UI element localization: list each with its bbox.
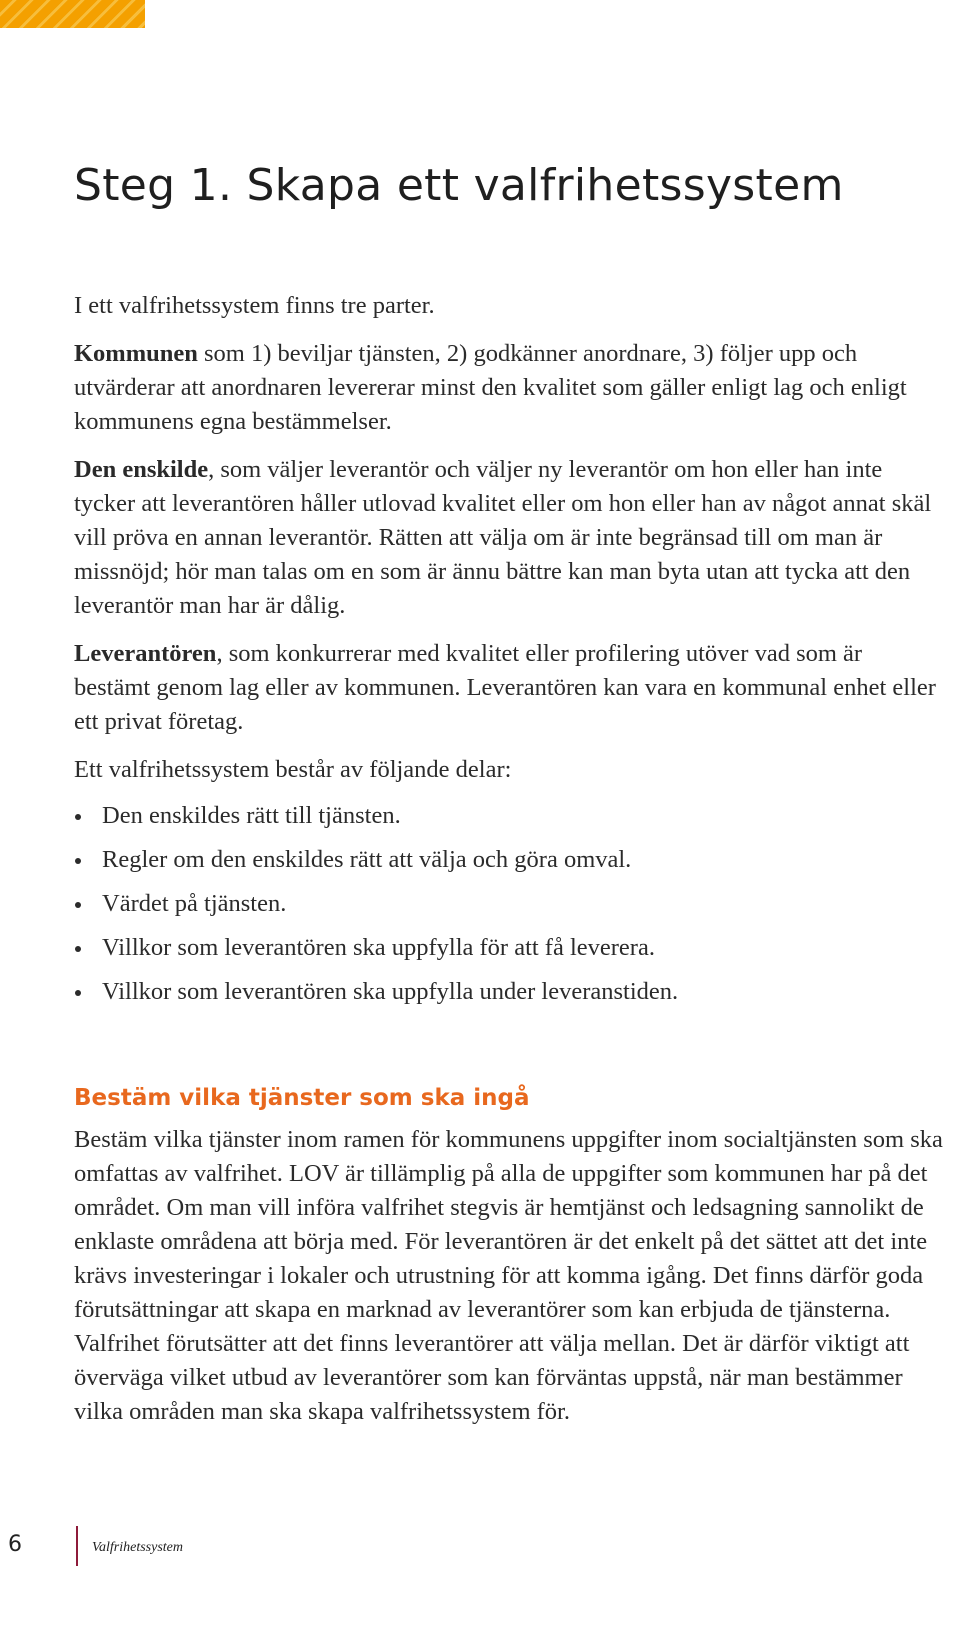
list-item-text: Villkor som leverantören ska uppfylla för att få leverera. (102, 934, 655, 961)
section-heading: Bestäm vilka tjänster som ska ingå (74, 1085, 530, 1111)
parts-list (74, 799, 944, 1009)
bullet-icon (75, 814, 81, 820)
party-term: Kommunen (74, 340, 198, 367)
party-description: som 1) beviljar tjänsten, 2) godkänner anordnare, 3) följer upp och utvärderar att anordnaren levererar minst den kvalitet som gäller enligt lag och enligt kommunens egna bestämmelser. (74, 340, 907, 435)
intro-text: I ett valfrihetssystem finns tre parter. (74, 292, 435, 319)
parts-intro: Ett valfrihetssystem består av följande delar: (74, 756, 512, 783)
section-text: Bestäm vilka tjänster inom ramen för kommunens uppgifter inom socialtjänsten som ska omfattas av valfrihet. LOV är tillämplig på alla de uppgifter som kommunen har på det området. Om man vill införa valfrihet stegvis är hemtjänst och ledsagning sannolikt de enklaste områdena att börja med. För leverantören är det enkelt på det sättet att det inte krävs investeringar i lokaler och utrustning för att komma igång. Det finns därför goda förutsättningar att skapa en marknad av leverantörer som kan erbjuda de tjänsterna. Valfrihet förutsätter att det finns leverantörer att välja mellan. Det är därför viktigt att överväga vilket utbud av leverantörer som kan förväntas uppstå, när man bestämmer vilka områden man ska skapa valfrihetssystem för. (74, 1126, 943, 1425)
list-item (74, 843, 944, 877)
list-item (74, 799, 944, 833)
list-item-text: Värdet på tjänsten. (102, 890, 287, 917)
footer-divider (76, 1526, 78, 1566)
bullet-icon (75, 990, 81, 996)
party-leverantoren (74, 637, 944, 739)
party-term: Den enskilde (74, 456, 209, 483)
list-item-text: Villkor som leverantören ska uppfylla under leveranstiden. (102, 978, 679, 1005)
list-item-text: Regler om den enskildes rätt att välja och göra omval. (102, 846, 632, 873)
bullet-icon (75, 858, 81, 864)
list-item (74, 931, 944, 965)
page-title: Steg 1. Skapa ett valfrihetssystem (74, 160, 844, 211)
page-footer (0, 1526, 960, 1586)
list-item (74, 975, 944, 1009)
corner-decoration (0, 0, 145, 28)
party-description: , som väljer leverantör och väljer ny leverantör om hon eller han inte tycker att leverantören håller utlovad kvalitet eller om hon eller han av något annat skäl vill pröva en annan leverantör. Rätten att välja om är inte begränsad till om man är missnöjd; hör man talas om en som är ännu bättre kan man byta utan att tycka att den leverantör man har är dålig. (74, 456, 932, 619)
running-title: Valfrihetssystem (92, 1540, 183, 1555)
party-term: Leverantören (74, 640, 217, 667)
page-number: 6 (8, 1532, 22, 1557)
bullet-icon (75, 946, 81, 952)
party-kommunen (74, 337, 944, 439)
list-item (74, 887, 944, 921)
party-description: , som konkurrerar med kvalitet eller profilering utöver vad som är bestämt genom lag eller av kommunen. Leverantören kan vara en kommunal enhet eller ett privat företag. (74, 640, 936, 735)
list-item-text: Den enskildes rätt till tjänsten. (102, 802, 401, 829)
bullet-icon (75, 902, 81, 908)
page-content (74, 160, 944, 1429)
party-den-enskilde (74, 453, 944, 623)
